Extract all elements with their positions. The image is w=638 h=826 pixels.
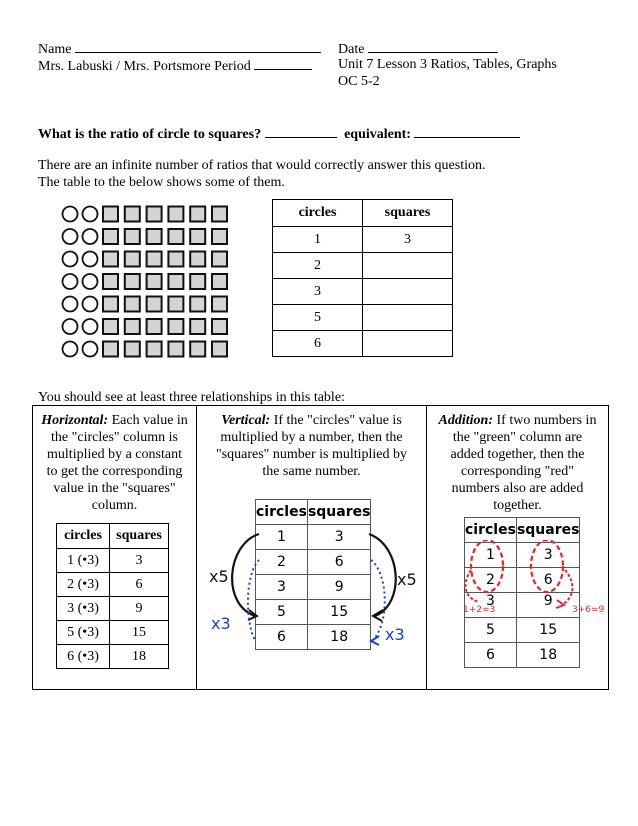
table-cell: 2 [465, 568, 517, 593]
figure-square [168, 207, 183, 222]
figure-square [212, 319, 227, 334]
ratio-table [272, 199, 453, 357]
table-cell: 15 [110, 621, 169, 645]
figure-square [103, 252, 118, 267]
unit-title: Unit 7 Lesson 3 Ratios, Tables, Graphs [338, 57, 557, 72]
figure-square [190, 319, 205, 334]
table-cell: 1 [465, 543, 517, 568]
table-cell: 15 [516, 618, 580, 643]
figure-circle [83, 207, 98, 222]
figure-square [212, 297, 227, 312]
figure-square [147, 207, 162, 222]
figure-square [147, 252, 162, 267]
figure-circle [63, 319, 78, 334]
figure-square [212, 252, 227, 267]
table-cell: 6 [465, 643, 517, 668]
figure-circle [63, 274, 78, 289]
figure-circle [63, 207, 78, 222]
question-text: What is the ratio of circle to squares? [38, 127, 262, 142]
table-cell: 3 [273, 279, 363, 305]
intro-line-2: The table to the below shows some of them. [38, 175, 285, 190]
figure-circle [83, 319, 98, 334]
figure-square [125, 274, 140, 289]
ratio-answer-blank[interactable] [265, 124, 337, 138]
figure-square [103, 297, 118, 312]
figure-circle [83, 274, 98, 289]
table-cell: 6 (•3) [57, 645, 110, 669]
table-cell: 1 [256, 525, 308, 550]
figure-square [125, 229, 140, 244]
header-circles: circles [57, 524, 110, 549]
x3-right-label: x3 [385, 625, 405, 644]
table-cell: 2 (•3) [57, 573, 110, 597]
figure-square [103, 229, 118, 244]
table-cell: 18 [516, 643, 580, 668]
figure-square [190, 252, 205, 267]
table-cell: 5 [465, 618, 517, 643]
addition-line: corresponding "red" [461, 464, 574, 479]
header-circles: circles [256, 500, 308, 525]
sum-right-label: 3+6=9 [572, 605, 605, 615]
name-blank[interactable] [75, 39, 321, 53]
x5-right-label: x5 [397, 570, 417, 589]
relationships-intro: You should see at least three relationships in this table: [38, 390, 345, 405]
figure-square [168, 274, 183, 289]
x3-left-label: x3 [211, 614, 231, 633]
table-cell: 9 [110, 597, 169, 621]
header-squares: squares [516, 518, 580, 543]
figure-circle [63, 297, 78, 312]
date-blank[interactable] [368, 39, 498, 53]
teacher-line [38, 56, 312, 75]
figure-square [103, 207, 118, 222]
addition-line: added together, then the [450, 447, 585, 462]
horizontal-description [33, 406, 196, 514]
figure-circle [63, 252, 78, 267]
addition-column [427, 406, 608, 689]
figure-square [125, 207, 140, 222]
figure-square [190, 229, 205, 244]
figure-circle [63, 229, 78, 244]
figure-square [147, 319, 162, 334]
sum-left-label: 1+2=3 [463, 605, 496, 615]
table-cell: 6 [256, 625, 308, 650]
vertical-description [197, 406, 426, 480]
table-cell: 3 [110, 549, 169, 573]
figure-square [147, 342, 162, 357]
addition-line: the "green" column are [452, 430, 583, 445]
table-cell: 3 (•3) [57, 597, 110, 621]
vertical-line: If the "circles" value is [273, 413, 402, 428]
figure-circle [63, 342, 78, 357]
table-cell: 18 [307, 625, 371, 650]
table-cell: 9 [516, 593, 580, 618]
figure-square [125, 252, 140, 267]
figure-square [125, 319, 140, 334]
header-squares: squares [363, 200, 453, 227]
figure-square [168, 297, 183, 312]
figure-square [190, 297, 205, 312]
table-cell[interactable]: 3 [363, 227, 453, 253]
vertical-title: Vertical: [221, 413, 271, 428]
table-cell: 15 [307, 600, 371, 625]
figure-square [125, 297, 140, 312]
table-cell: 6 [273, 331, 363, 357]
horizontal-table [56, 523, 169, 669]
horizontal-line: value in the "squares" [53, 481, 176, 496]
unit-code: OC 5-2 [338, 74, 380, 89]
vertical-line: multiplied by a number, then the [220, 430, 403, 445]
figure-circle [83, 342, 98, 357]
name-label: Name [38, 42, 72, 57]
table-cell: 1 (•3) [57, 549, 110, 573]
figure-square [103, 319, 118, 334]
header-squares: squares [110, 524, 169, 549]
table-cell: 3 [256, 575, 308, 600]
table-cell[interactable] [363, 279, 453, 305]
table-cell: 9 [307, 575, 371, 600]
figure-square [147, 297, 162, 312]
figure-square [168, 319, 183, 334]
table-cell: 3 [465, 593, 517, 618]
table-cell[interactable] [363, 253, 453, 279]
table-cell: 3 [516, 543, 580, 568]
figure-circle [83, 297, 98, 312]
table-cell: 5 [273, 305, 363, 331]
figure-square [190, 207, 205, 222]
horizontal-line: multiplied by a constant [47, 447, 182, 462]
figure-square [212, 274, 227, 289]
date-label: Date [338, 42, 365, 57]
table-cell: 18 [110, 645, 169, 669]
header-circles: circles [273, 200, 363, 227]
figure-square [212, 207, 227, 222]
table-cell: 6 [516, 568, 580, 593]
table-cell: 6 [110, 573, 169, 597]
figure-square [212, 342, 227, 357]
table-cell: 6 [307, 550, 371, 575]
figure-square [168, 252, 183, 267]
vertical-line: the same number. [262, 464, 361, 479]
figure-square [168, 342, 183, 357]
table-cell: 1 [273, 227, 363, 253]
table-cell: 2 [256, 550, 308, 575]
horizontal-line: Each value in [111, 413, 188, 428]
vertical-line: "squares" number is multiplied by [215, 447, 408, 462]
question-line [38, 124, 520, 143]
addition-title: Addition: [438, 413, 494, 428]
figure-square [103, 274, 118, 289]
figure-square [125, 342, 140, 357]
figure-circle [83, 229, 98, 244]
table-cell[interactable] [363, 331, 453, 357]
figure-square [190, 342, 205, 357]
figure-circle [83, 252, 98, 267]
equivalent-answer-blank[interactable] [414, 124, 520, 138]
horizontal-line: to get the corresponding [46, 464, 183, 479]
addition-line: together. [493, 498, 542, 513]
period-blank[interactable] [254, 56, 312, 70]
table-cell: 3 [307, 525, 371, 550]
figure-square [212, 229, 227, 244]
figure-square [103, 342, 118, 357]
addition-line: If two numbers in [496, 413, 597, 428]
vertical-column [197, 406, 426, 689]
figure-square [168, 229, 183, 244]
x5-left-label: x5 [209, 567, 229, 586]
intro-line-1: There are an infinite number of ratios that would correctly answer this question. [38, 158, 486, 173]
horizontal-line: the "circles" column is [51, 430, 178, 445]
table-cell: 5 [256, 600, 308, 625]
figure-square [147, 274, 162, 289]
horizontal-line: column. [91, 498, 138, 513]
header-squares: squares [307, 500, 371, 525]
addition-description [427, 406, 608, 514]
addition-line: numbers also are added [451, 481, 584, 496]
table-cell: 2 [273, 253, 363, 279]
circles-squares-figure [60, 204, 240, 360]
teachers-label: Mrs. Labuski / Mrs. Portsmore Period [38, 59, 251, 74]
equivalent-label: equivalent: [344, 127, 411, 142]
table-cell[interactable] [363, 305, 453, 331]
table-cell: 5 (•3) [57, 621, 110, 645]
horizontal-title: Horizontal: [41, 413, 109, 428]
relationships-box [32, 405, 609, 690]
figure-square [190, 274, 205, 289]
horizontal-column [33, 406, 196, 689]
header-circles: circles [465, 518, 517, 543]
figure-square [147, 229, 162, 244]
